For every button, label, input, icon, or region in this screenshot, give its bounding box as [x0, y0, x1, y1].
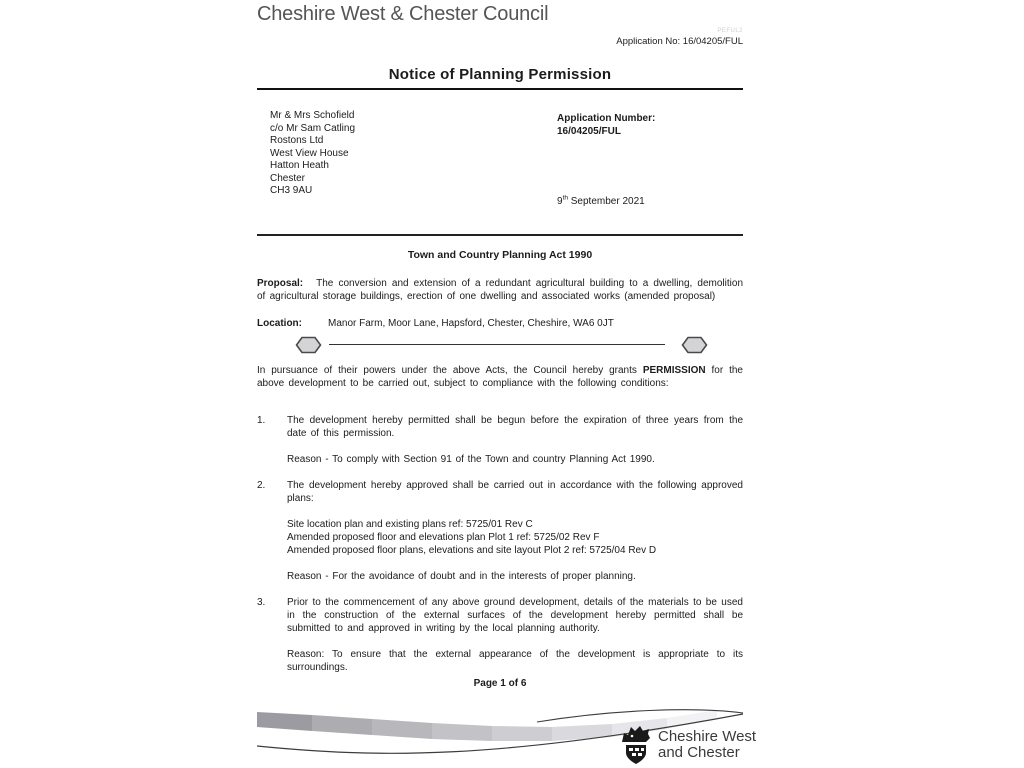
- permission-emphasis: PERMISSION: [642, 365, 706, 376]
- condition-number: 2.: [257, 480, 266, 491]
- date-rest: September 2021: [567, 196, 645, 207]
- address-line: West View House: [270, 147, 349, 159]
- application-number-value: 16/04205/FUL: [557, 126, 621, 137]
- condition-item: [257, 596, 743, 635]
- section-rule: [257, 234, 743, 236]
- condition-text: The development hereby approved shall be carried out in accordance with the following approved plans:: [287, 480, 743, 504]
- application-number-block: [557, 112, 655, 138]
- addressee-section: [257, 110, 743, 210]
- address-line: CH3 9AU: [270, 185, 313, 196]
- condition-reason: Reason - To comply with Section 91 of the Town and country Planning Act 1990.: [287, 454, 655, 465]
- date-ordinal-suffix: th: [562, 194, 568, 202]
- condition-number: 1.: [257, 415, 266, 426]
- addressee-block: [257, 110, 743, 198]
- approved-plan-line: Site location plan and existing plans ref: 5725/01 Rev C: [287, 519, 533, 530]
- condition-item: [257, 479, 743, 505]
- proposal-text: The conversion and extension of a redundant agricultural building to a dwelling, demolition of agricultural storage buildings, erection of one dwelling and associated works (amended proposal): [257, 278, 743, 302]
- council-logo: [620, 725, 756, 765]
- approved-plan-line: Amended proposed floor and elevations plan Plot 1 ref: 5725/02 Rev F: [287, 532, 600, 543]
- address-line: Chester: [270, 172, 306, 184]
- decision-date: [557, 196, 645, 207]
- condition-reason: Reason - For the avoidance of doubt and in the interests of proper planning.: [287, 571, 636, 582]
- council-logo-text: [658, 729, 756, 761]
- condition-number: 3.: [257, 597, 266, 608]
- address-line: Mr & Mrs Schofield: [270, 110, 355, 121]
- logo-text-line1: Cheshire West: [658, 728, 757, 745]
- decorative-divider: [257, 336, 743, 354]
- page-title: Notice of Planning Permission: [257, 66, 743, 90]
- application-no: Application No: 16/04205/FUL: [616, 36, 743, 47]
- grant-text-after: for the above development to be carried out, subject to compliance with the following conditions:: [257, 365, 743, 389]
- application-number-label: Application Number:: [557, 113, 656, 124]
- council-crest-icon: [620, 725, 652, 765]
- location-text: Manor Farm, Moor Lane, Hapsford, Chester, Cheshire, WA6 0JT: [328, 318, 614, 329]
- hexagon-icon: [681, 336, 708, 354]
- act-heading: Town and Country Planning Act 1990: [407, 249, 593, 261]
- print-code: PEFUL2: [717, 28, 743, 34]
- grant-text-before: In pursuance of their powers under the above Acts, the Council hereby grants: [257, 365, 643, 376]
- grant-paragraph: [257, 364, 743, 390]
- address-line: Hatton Heath: [270, 160, 329, 171]
- location-label: Location:: [257, 318, 302, 329]
- hexagon-icon: [295, 336, 322, 354]
- location-row: [257, 317, 743, 330]
- date-day: 9: [557, 196, 563, 207]
- approved-plans-list: [287, 518, 743, 557]
- proposal-label: Proposal:: [257, 278, 304, 289]
- council-name: Cheshire West & Chester Council: [257, 3, 549, 25]
- page-indicator: Page 1 of 6: [473, 678, 527, 689]
- divider-line: [329, 344, 665, 345]
- proposal-paragraph: [257, 277, 743, 303]
- condition-reason: Reason: To ensure that the external appearance of the development is appropriate to its surroundings.: [287, 649, 743, 673]
- address-line: Rostons Ltd: [270, 135, 324, 146]
- condition-text: Prior to the commencement of any above ground development, details of the materials to be used in the construction of the external surfaces of the development hereby permitted shall be submitted to and approved in writing by the local planning authority.: [287, 597, 743, 634]
- address-line: c/o Mr Sam Catling: [270, 122, 356, 134]
- logo-text-line2: and Chester: [658, 744, 740, 761]
- condition-text: The development hereby permitted shall be begun before the expiration of three years from the date of this permission.: [287, 415, 743, 439]
- condition-item: [257, 414, 743, 440]
- approved-plan-line: Amended proposed floor plans, elevations and site layout Plot 2 ref: 5725/04 Rev D: [287, 545, 657, 556]
